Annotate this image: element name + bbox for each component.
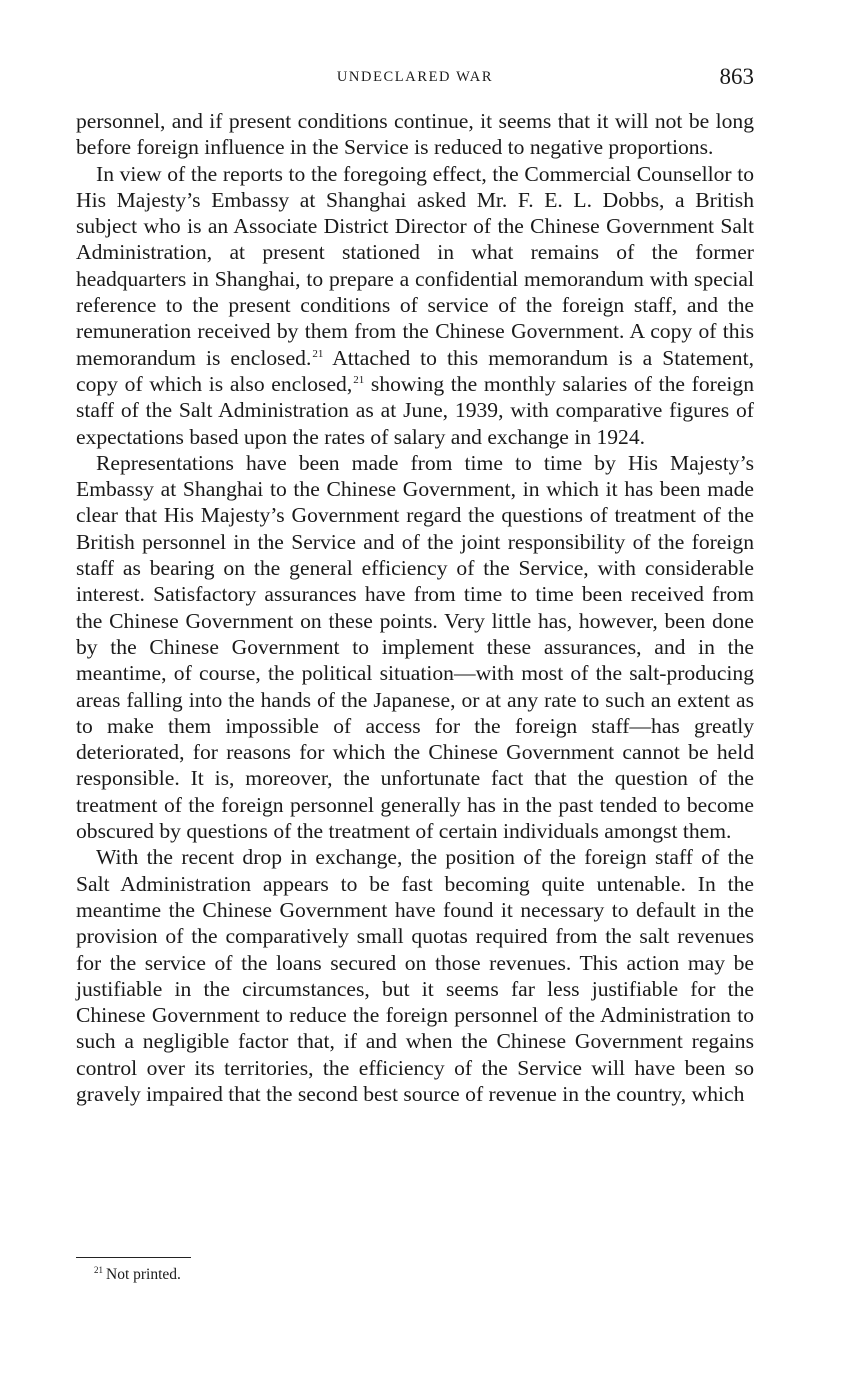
paragraph-memorandum <box>76 161 754 450</box>
running-head <box>76 64 754 94</box>
footnote-divider <box>76 1257 191 1258</box>
paragraph-continuation <box>76 108 754 161</box>
running-title: UNDECLARED WAR <box>336 69 494 85</box>
footnote-reference[interactable]: 21 <box>353 373 365 386</box>
paragraph-text: Attached to this memorandum is a Statement, copy of which is also enclosed, <box>76 345 754 396</box>
page-number: 863 <box>719 64 754 89</box>
paragraph-text: In view of the reports to the foregoing effect, the Commercial Counsellor to His Majesty’s Embassy at Shanghai asked Mr. F. E. L. Dobbs, a British subject who is an Associate District Director of the Chinese Government Salt Administration, at present stationed in what remains of the former headquarters in Shanghai, to prepare a confidential memorandum with special reference to the present conditions of service of the foreign staff, and the remuneration received by them from the Chinese Government. A copy of this memorandum is enclosed. <box>76 161 754 370</box>
paragraph-text: personnel, and if present conditions continue, it seems that it will not be long before foreign influence in the Service is reduced to negative proportions. <box>76 109 754 160</box>
paragraph-exchange <box>76 844 754 1107</box>
paragraph-text: With the recent drop in exchange, the position of the foreign staff of the Salt Administration appears to be fast becoming quite untenable. In the meantime the Chinese Government have found it necessary to default in the provision of the comparatively small quotas required from the salt revenues for the service of the loans secured on those revenues. This action may be justifiable in the circumstances, but it seems far less justifiable for the Chinese Government to reduce the foreign personnel of the Administration to such a negligible factor that, if and when the Chinese Government regains control over its territories, the efficiency of the Service will have been so gravely impaired that the second best source of revenue in the country, which <box>76 845 754 1106</box>
paragraph-text: showing the monthly salaries of the foreign staff of the Salt Administration as at June, 1939, with comparative figures of expectations based upon the rates of salary and exchange in 1924. <box>76 371 755 449</box>
footnote-reference[interactable]: 21 <box>312 347 324 360</box>
footnote-text: Not printed. <box>106 1266 181 1283</box>
footnote-number: 21 <box>94 1265 103 1275</box>
paragraph-representations <box>76 450 754 844</box>
body-text <box>76 108 754 1107</box>
footnote <box>94 1266 181 1284</box>
paragraph-text: Representations have been made from time to time by His Majesty’s Embassy at Shanghai to the Chinese Government, in which it has been made clear that His Majesty’s Government regard the questions of treatment of the British personnel in the Service and of the joint responsibility of the foreign staff as bearing on the general efficiency of the Service, with considerable interest. Satisfactory assurances have from time to time been received from the Chinese Government on these points. Very little has, however, been done by the Chinese Government to implement these assurances, and in the meantime, of course, the political situation—with most of the salt-producing areas falling into the hands of the Japanese, or at any rate to such an extent as to make them impossible of access for the foreign staff—has greatly deteriorated, for reasons for which the Chinese Government cannot be held responsible. It is, moreover, the unfortunate fact that the question of the treatment of the foreign personnel generally has in the past tended to become obscured by questions of the treatment of certain individuals amongst them. <box>76 450 754 844</box>
